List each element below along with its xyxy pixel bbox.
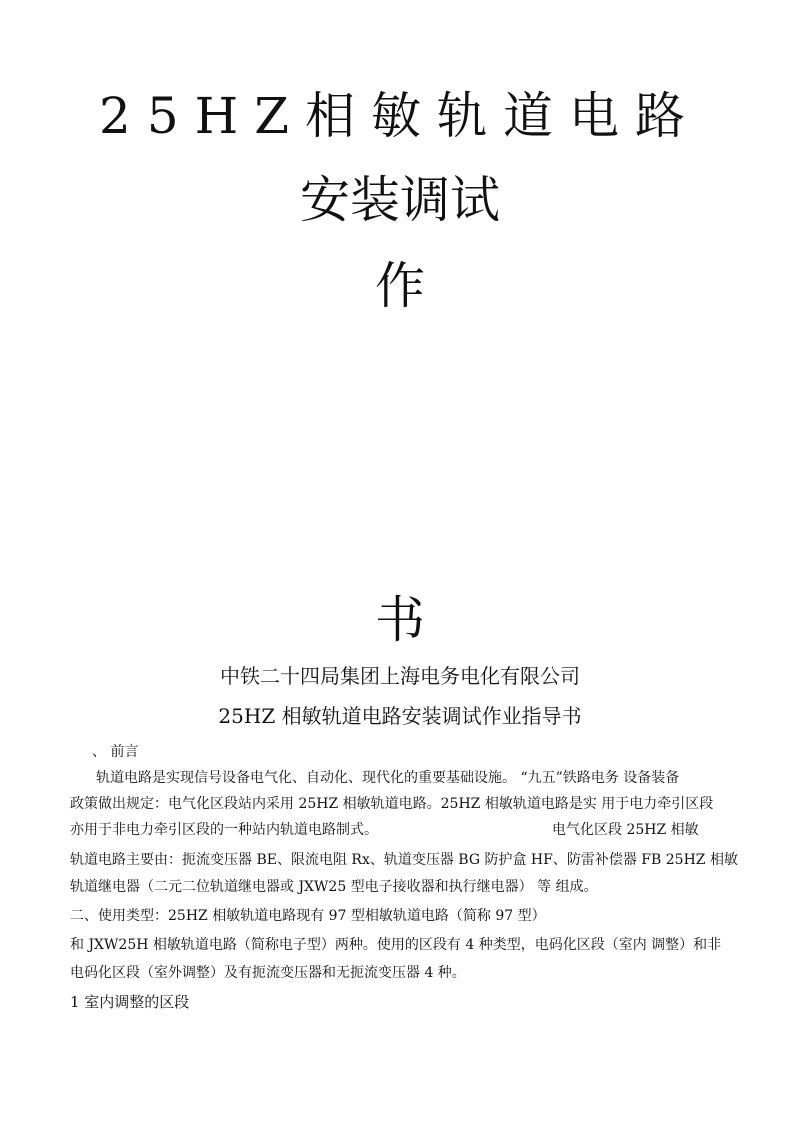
paragraph-line: 和 JXW25H 相敏轨道电路（简称电子型）两种。使用的区段有 4 种类型，电码化区段（室内 调整）和非 xyxy=(70,937,722,953)
paragraph-line: 二、使用类型：25HZ 相敏轨道电路现有 97 型相敏轨道电路（简称 97 型） xyxy=(70,908,546,924)
document-title: 25HZ 相敏轨道电路安装调试作业指导书 xyxy=(218,704,582,728)
paragraph-line: 电码化区段（室外调整）及有扼流变压器和无扼流变压器 4 种。 xyxy=(70,965,466,981)
title-line-2: 安装调试 xyxy=(300,171,500,229)
title-line-1: 25HZ相敏轨道电路 xyxy=(99,87,701,145)
paragraph-line: 轨道电路主要由：扼流变压器 BE、限流电阻 Rx、轨道变压器 BG 防护盒 HF、防雷补偿器 FB 25HZ 相敏 xyxy=(70,852,738,868)
section-heading: 1 室内调整的区段 xyxy=(70,993,190,1011)
paragraph-line: 政策做出规定：电气化区段站内采用 25HZ 相敏轨道电路。25HZ 相敏轨道电路是实 用于电力牵引区段 xyxy=(70,796,714,812)
preface-heading: 、 前言 xyxy=(92,744,139,760)
paragraph-line: 轨道电路是实现信号设备电气化、自动化、现代化的重要基础设施。 “九五”铁路电务 设备装备 xyxy=(96,770,680,786)
title-line-3: 作 xyxy=(375,257,425,315)
paragraph-line: 轨道继电器（二元二位轨道继电器或 JXW25 型电子接收器和执行继电器） 等 组成。 xyxy=(70,879,598,895)
company-name: 中铁二十四局集团上海电务电化有限公司 xyxy=(220,664,580,688)
paragraph-line: 亦用于非电力牵引区段的一种站内轨道电路制式。 xyxy=(70,822,378,838)
paragraph-line: 电气化区段 25HZ 相敏 xyxy=(552,822,699,838)
title-line-4: 书 xyxy=(375,591,425,649)
